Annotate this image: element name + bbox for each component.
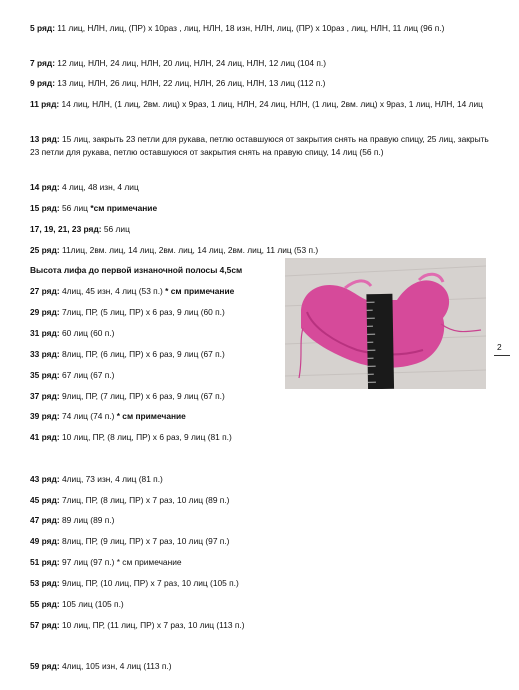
row-17-23 — [30, 223, 130, 236]
row-41 — [30, 431, 232, 444]
row-text: 11лиц, 2вм. лиц, 14 лиц, 2вм. лиц, 14 лиц, 2вм. лиц, 11 лиц (53 п.) — [59, 245, 319, 255]
section-heading — [30, 264, 242, 277]
row-label: 47 ряд: — [30, 515, 60, 525]
page-number-rule — [494, 355, 510, 356]
row-label: 9 ряд: — [30, 78, 55, 88]
row-text: 4лиц, 105 изн, 4 лиц (113 п.) — [59, 661, 172, 671]
row-label: 17, 19, 21, 23 ряд: — [30, 224, 102, 234]
row-text: 56 лиц — [101, 224, 130, 234]
row-text: 7лиц, ПР, (8 лиц, ПР) х 7 раз, 10 лиц (89 п.) — [59, 495, 230, 505]
row-text: 15 лиц, закрыть 23 петли для рукава, петлю оставшуюся от закрытия снять на правую спицу, 25 лиц, закрыть 23 петли для рукава, петлю оставшуюся от закрытия снять на правую спицу, 14 лиц (56 п.) — [30, 134, 489, 157]
row-label: 11 ряд: — [30, 99, 60, 109]
row-13 — [30, 133, 492, 159]
row-label: 29 ряд: — [30, 307, 60, 317]
row-label: 35 ряд: — [30, 370, 60, 380]
row-text: 4лиц, 45 изн, 4 лиц (53 п.) — [59, 286, 166, 296]
row-text: 4лиц, 73 изн, 4 лиц (81 п.) — [59, 474, 163, 484]
row-text: 105 лиц (105 п.) — [59, 599, 124, 609]
row-14 — [30, 181, 139, 194]
row-note: *см примечание — [90, 203, 158, 213]
heading-text: Высота лифа до первой изнаночной полосы 4,5см — [30, 265, 243, 275]
row-text: 10 лиц, ПР, (8 лиц, ПР) х 6 раз, 9 лиц (81 п.) — [59, 432, 232, 442]
row-text: 4 лиц, 48 изн, 4 лиц — [59, 182, 139, 192]
row-29 — [30, 306, 225, 319]
row-37 — [30, 390, 225, 403]
row-label: 41 ряд: — [30, 432, 60, 442]
page-number: 2 — [497, 342, 502, 352]
row-label: 15 ряд: — [30, 203, 60, 213]
ruler — [366, 294, 394, 389]
row-note: * см примечание — [116, 411, 186, 421]
row-9 — [30, 77, 325, 90]
row-label: 14 ряд: — [30, 182, 60, 192]
row-47 — [30, 514, 114, 527]
row-text: 12 лиц, НЛН, 24 лиц, НЛН, 20 лиц, НЛН, 24 лиц, НЛН, 12 лиц (104 п.) — [54, 58, 326, 68]
row-label: 53 ряд: — [30, 578, 60, 588]
row-text: 97 лиц (97 п.) * см примечание — [59, 557, 182, 567]
row-text: 60 лиц (60 п.) — [59, 328, 115, 338]
row-note: * см примечание — [165, 286, 235, 296]
row-label: 7 ряд: — [30, 58, 55, 68]
row-text: 7лиц, ПР, (5 лиц, ПР) х 6 раз, 9 лиц (60 п.) — [59, 307, 225, 317]
row-31 — [30, 327, 114, 340]
row-label: 49 ряд: — [30, 536, 60, 546]
row-11 — [30, 98, 492, 111]
row-label: 39 ряд: — [30, 411, 60, 421]
row-text: 8лиц, ПР, (9 лиц, ПР) х 7 раз, 10 лиц (97 п.) — [59, 536, 230, 546]
row-label: 45 ряд: — [30, 495, 60, 505]
row-57 — [30, 619, 245, 632]
row-5 — [30, 22, 492, 35]
row-label: 57 ряд: — [30, 620, 60, 630]
row-text: 10 лиц, ПР, (11 лиц, ПР) х 7 раз, 10 лиц (113 п.) — [59, 620, 245, 630]
row-text: 9лиц, ПР, (10 лиц, ПР) х 7 раз, 10 лиц (105 п.) — [59, 578, 239, 588]
row-text: 8лиц, ПР, (6 лиц, ПР) х 6 раз, 9 лиц (67 п.) — [59, 349, 225, 359]
row-label: 13 ряд: — [30, 134, 60, 144]
row-43 — [30, 473, 163, 486]
row-27 — [30, 285, 234, 298]
row-text: 74 лиц (74 п.) — [59, 411, 117, 421]
row-35 — [30, 369, 114, 382]
row-label: 37 ряд: — [30, 391, 60, 401]
row-49 — [30, 535, 229, 548]
row-label: 43 ряд: — [30, 474, 60, 484]
row-text: 9лиц, ПР, (7 лиц, ПР) х 6 раз, 9 лиц (67 п.) — [59, 391, 225, 401]
row-label: 5 ряд: — [30, 23, 55, 33]
row-label: 55 ряд: — [30, 599, 60, 609]
row-label: 33 ряд: — [30, 349, 60, 359]
knitting-photo — [285, 258, 486, 389]
row-text: 89 лиц (89 п.) — [59, 515, 115, 525]
row-text: 67 лиц (67 п.) — [59, 370, 115, 380]
row-label: 51 ряд: — [30, 557, 60, 567]
row-55 — [30, 598, 124, 611]
row-label: 31 ряд: — [30, 328, 60, 338]
row-text: 56 лиц — [59, 203, 91, 213]
row-15 — [30, 202, 157, 215]
row-label: 25 ряд: — [30, 245, 60, 255]
row-25 — [30, 244, 318, 257]
row-text: 11 лиц, НЛН, лиц, (ПР) х 10раз , лиц, НЛН, 18 изн, НЛН, лиц, (ПР) х 10раз , лиц, НЛН, 11 лиц (96 п.) — [54, 23, 445, 33]
row-59 — [30, 660, 172, 673]
row-text: 14 лиц, НЛН, (1 лиц, 2вм. лиц) х 9раз, 1 лиц, НЛН, 24 лиц, НЛН, (1 лиц, 2вм. лиц) х 9раз, 1 лиц, НЛН, 14 лиц — [59, 99, 483, 109]
row-label: 27 ряд: — [30, 286, 60, 296]
row-45 — [30, 494, 229, 507]
row-53 — [30, 577, 239, 590]
row-text: 13 лиц, НЛН, 26 лиц, НЛН, 22 лиц, НЛН, 26 лиц, НЛН, 13 лиц (112 п.) — [54, 78, 326, 88]
row-33 — [30, 348, 225, 361]
row-51 — [30, 556, 182, 569]
row-7 — [30, 57, 326, 70]
row-label: 59 ряд: — [30, 661, 60, 671]
row-39 — [30, 410, 186, 423]
